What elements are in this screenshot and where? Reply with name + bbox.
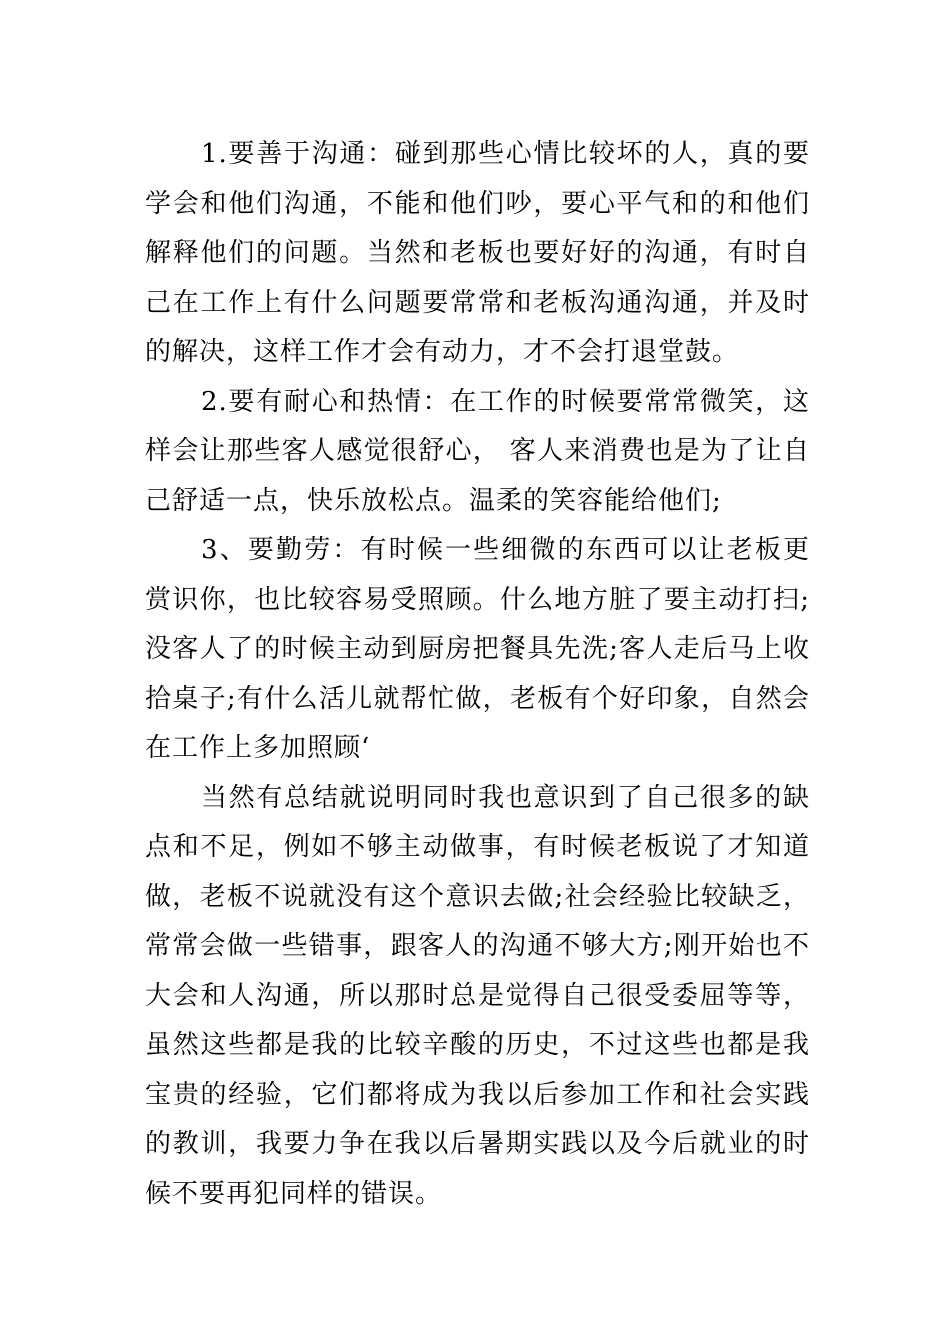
paragraph-communication: 1.要善于沟通：碰到那些心情比较坏的人，真的要学会和他们沟通，不能和他们吵，要心平气和的和他们解释他们的问题。当然和老板也要好好的沟通，有时自己在工作上有什么问题要常常和老板沟通沟通，并及时的解决，这样工作才会有动力，才不会打退堂鼓。 [145, 139, 810, 367]
paragraph-diligence: 3、要勤劳：有时候一些细微的东西可以让老板更赏识你，也比较容易受照顾。什么地方脏了要主动打扫;没客人了的时候主动到厨房把餐具先洗;客人走后马上收拾桌子;有什么活儿就帮忙做，老板有个好印象，自然会在工作上多加照顾‘ [145, 535, 810, 763]
paragraph-shortcomings: 当然有总结就说明同时我也意识到了自己很多的缺点和不足，例如不够主动做事，有时候老板说了才知道做，老板不说就没有这个意识去做;社会经验比较缺乏，常常会做一些错事，跟客人的沟通不够大方;刚开始也不大会和人沟通，所以那时总是觉得自己很受委屈等等，虽然这些都是我的比较辛酸的历史，不过这些也都是我宝贵的经验，它们都将成为我以后参加工作和社会实践的教训，我要力争在我以后暑期实践以及今后就业的时候不要再犯同样的错误。 [145, 782, 810, 1209]
paragraph-patience: 2.要有耐心和热情：在工作的时候要常常微笑，这样会让那些客人感觉很舒心， 客人来消费也是为了让自己舒适一点，快乐放松点。温柔的笑容能给他们; [145, 386, 810, 516]
document-body [145, 130, 810, 1219]
